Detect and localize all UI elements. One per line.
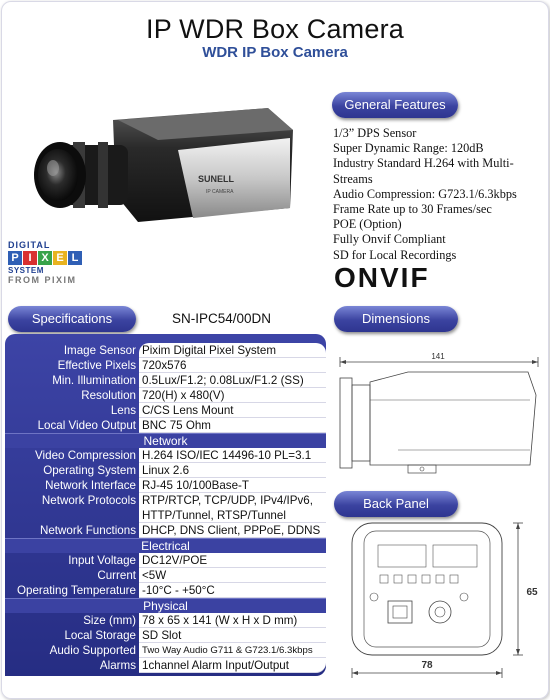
- feature-item: Audio Compression: G723.1/6.3kbps: [333, 186, 517, 201]
- camera-brand-text: SUNELL: [198, 174, 234, 184]
- pixim-tile: P: [8, 251, 22, 265]
- spec-row: [5, 493, 326, 523]
- spec-row: [5, 568, 326, 583]
- back-panel-width-label: 78: [421, 660, 433, 671]
- spec-value: Pixim Digital Pixel System: [139, 343, 326, 358]
- camera-image: [18, 90, 318, 240]
- feature-item: Industry Standard H.264 with Multi-: [333, 156, 514, 171]
- model-number: SN-IPC54/00DN: [172, 311, 272, 326]
- onvif-logo: ONVIF: [334, 262, 430, 293]
- spec-row: [5, 628, 326, 643]
- spec-row: [5, 343, 326, 358]
- spec-value: 78 x 65 x 141 (W x H x D mm): [139, 613, 326, 628]
- section-network: Network: [5, 433, 326, 448]
- spec-row: [5, 658, 326, 673]
- spec-label: Current: [97, 569, 136, 582]
- spec-value-line: HTTP/Tunnel, RTSP/Tunnel: [142, 509, 286, 522]
- page-subtitle: WDR IP Box Camera: [202, 44, 348, 61]
- pixim-line4: FROM PIXIM: [8, 275, 77, 285]
- pixim-tile: E: [53, 251, 67, 265]
- spec-value: -10°C - +50°C: [139, 583, 326, 598]
- spec-row: [5, 553, 326, 568]
- camera-model-text: IP CAMERA: [206, 189, 234, 195]
- spec-value: Two Way Audio G711 & G723.1/6.3kbps: [139, 643, 326, 658]
- dimension-length-label: 141: [431, 352, 445, 361]
- spec-value: H.264 ISO/IEC 14496-10 PL=3.1: [139, 448, 326, 463]
- spec-row: [5, 643, 326, 658]
- spec-row: [5, 463, 326, 478]
- dimensions-heading: Dimensions: [334, 306, 458, 332]
- back-panel-heading: Back Panel: [334, 491, 458, 517]
- feature-item: Super Dynamic Range: 120dB: [333, 141, 484, 156]
- features-list: [333, 126, 548, 263]
- section-electrical: Electrical: [5, 538, 326, 553]
- spec-row: [5, 613, 326, 628]
- spec-label: Operating Temperature: [16, 584, 136, 597]
- spec-row: [5, 448, 326, 463]
- spec-label: Network Interface: [45, 479, 136, 492]
- pixim-line3: SYSTEM: [8, 266, 44, 275]
- spec-label: Effective Pixels: [57, 359, 136, 372]
- spec-value: [139, 493, 326, 523]
- pixim-tiles: [8, 251, 108, 265]
- spec-label: Video Compression: [35, 449, 136, 462]
- spec-label: Image Sensor: [63, 344, 136, 357]
- spec-value: DHCP, DNS Client, PPPoE, DDNS: [139, 523, 326, 538]
- spec-value: <5W: [139, 568, 326, 583]
- spec-table: [5, 343, 326, 673]
- spec-row: [5, 478, 326, 493]
- spec-value: C/CS Lens Mount: [139, 403, 326, 418]
- spec-value: 720x576: [139, 358, 326, 373]
- feature-item: Frame Rate up to 30 Frames/sec: [333, 202, 492, 217]
- spec-row: [5, 358, 326, 373]
- spec-label: Lens: [110, 404, 136, 417]
- spec-value-line: RTP/RTCP, TCP/UDP, IPv4/IPv6,: [142, 494, 313, 507]
- spec-label: Local Video Output: [37, 419, 136, 432]
- feature-item: Fully Onvif Compliant: [333, 232, 446, 247]
- spec-label: Audio Supported: [49, 644, 136, 657]
- spec-label: Alarms: [99, 659, 136, 672]
- back-panel-height-label: 65: [526, 587, 538, 598]
- spec-row: [5, 583, 326, 598]
- spec-value: DC12V/POE: [139, 553, 326, 568]
- specifications-heading: Specifications: [8, 306, 136, 332]
- spec-value: RJ-45 10/100Base-T: [139, 478, 326, 493]
- pixim-tile: X: [38, 251, 52, 265]
- section-physical: Physical: [5, 598, 326, 613]
- spec-label: Network Protocols: [41, 494, 136, 507]
- spec-label: Min. Illumination: [52, 374, 136, 387]
- back-panel-drawing: [338, 515, 543, 685]
- feature-item: Streams: [333, 171, 373, 186]
- page-title: IP WDR Box Camera: [146, 14, 404, 44]
- feature-item: SD for Local Recordings: [333, 247, 457, 262]
- spec-row: [5, 403, 326, 418]
- spec-label: Size (mm): [83, 614, 136, 627]
- spec-value: SD Slot: [139, 628, 326, 643]
- general-features-heading: General Features: [332, 92, 458, 118]
- spec-value: Linux 2.6: [139, 463, 326, 478]
- pixim-tile: L: [68, 251, 82, 265]
- spec-value: BNC 75 Ohm: [139, 418, 326, 433]
- spec-row: [5, 373, 326, 388]
- spec-label: Local Storage: [64, 629, 136, 642]
- spec-value: 1channel Alarm Input/Output: [139, 658, 326, 673]
- pixim-tile: I: [23, 251, 37, 265]
- feature-item: POE (Option): [333, 217, 402, 232]
- spec-row: [5, 418, 326, 433]
- spec-label: Network Functions: [39, 524, 136, 537]
- spec-row: [5, 388, 326, 403]
- dimensions-drawing: [338, 340, 543, 480]
- spec-value: 0.5Lux/F1.2; 0.08Lux/F1.2 (SS): [139, 373, 326, 388]
- pixim-line1: DIGITAL: [8, 240, 51, 250]
- spec-label: Resolution: [81, 389, 136, 402]
- spec-label: Input Voltage: [68, 554, 136, 567]
- pixim-logo: [8, 240, 108, 285]
- feature-item: 1/3” DPS Sensor: [333, 126, 417, 140]
- spec-value: 720(H) x 480(V): [139, 388, 326, 403]
- spec-label: Operating System: [43, 464, 136, 477]
- spec-row: [5, 523, 326, 538]
